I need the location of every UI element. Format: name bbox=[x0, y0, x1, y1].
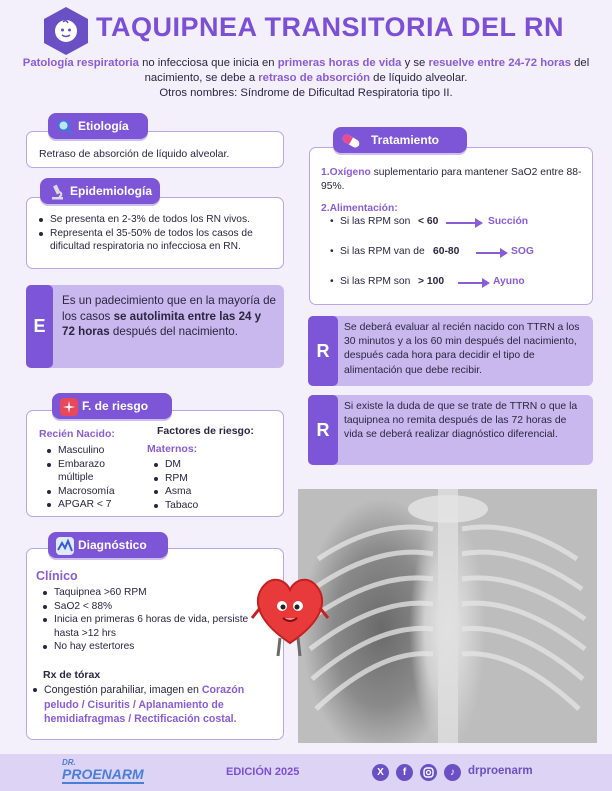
rx-part: Corazón peludo / Cisuritis / Aplanamiento de hemidiafragmas / Rectificación costal. bbox=[44, 684, 245, 726]
oxigeno-text bbox=[321, 166, 585, 193]
epidemiologia-item: Representa el 35-50% de todos los casos de dificultad respiratoria no infecciosa en RN. bbox=[39, 227, 279, 254]
intro-part: retraso de absorción bbox=[258, 72, 371, 84]
evidence-letter: E bbox=[26, 285, 53, 368]
alimentacion-row bbox=[330, 275, 590, 291]
intro-part: de líquido alveolar. bbox=[370, 72, 468, 84]
rx-item bbox=[33, 683, 278, 727]
etiologia-label-text: Etiología bbox=[78, 119, 129, 133]
brand-top: DR. bbox=[62, 758, 76, 767]
row-value: 60-80 bbox=[433, 246, 460, 257]
social-handle[interactable]: drproenarm bbox=[468, 765, 533, 777]
brand-logo: PROENARM bbox=[62, 766, 144, 782]
row-result: Succión bbox=[488, 216, 529, 227]
recommendation-letter: R bbox=[308, 316, 338, 386]
epidemiologia-card bbox=[26, 197, 284, 269]
maternal-item: RPM bbox=[154, 472, 244, 486]
oxigeno-bold: Oxígeno bbox=[329, 167, 371, 178]
row-value: < 60 bbox=[418, 216, 439, 227]
rn-item: APGAR < 7 bbox=[47, 498, 137, 512]
heart-mascot-icon bbox=[250, 568, 330, 658]
arrow-right-icon bbox=[475, 218, 483, 228]
rn-item: Embarazo múltiple bbox=[47, 458, 137, 485]
alert-icon bbox=[60, 398, 78, 416]
evidencia-box bbox=[26, 285, 284, 368]
etiologia-label bbox=[48, 113, 148, 139]
epidemiologia-label-text: Epidemiología bbox=[70, 184, 153, 198]
page-title: TAQUIPNEA TRANSITORIA DEL RN bbox=[96, 12, 565, 42]
footer bbox=[0, 754, 612, 791]
instagram-icon[interactable] bbox=[420, 764, 437, 781]
diagnostico-card bbox=[26, 548, 284, 740]
tratamiento-card bbox=[309, 147, 593, 305]
baby-logo-icon bbox=[44, 7, 88, 55]
etiologia-text: Retraso de absorción de líquido alveolar. bbox=[39, 148, 230, 160]
intro-text bbox=[20, 56, 592, 101]
tratamiento-label bbox=[333, 127, 467, 153]
intro-other-names: Otros nombres: Síndrome de Dificultad Respiratoria tipo II. bbox=[159, 87, 453, 99]
rn-item: Masculino bbox=[47, 444, 137, 458]
row-value: > 100 bbox=[418, 276, 445, 287]
riesgo-card bbox=[26, 410, 284, 517]
recomendacion-box bbox=[308, 395, 593, 465]
maternal-item: DM bbox=[154, 458, 244, 472]
arrow-line bbox=[446, 222, 476, 224]
intro-part: resuelve entre 24-72 horas bbox=[428, 57, 571, 69]
intro-part: no infecciosa que inicia en bbox=[138, 57, 278, 69]
riesgo-label bbox=[52, 393, 172, 419]
clinico-item: Inicia en primeras 6 horas de vida, persiste hasta >12 hrs bbox=[43, 613, 268, 640]
recommendation-letter: R bbox=[308, 395, 338, 465]
recomendacion-box bbox=[308, 316, 593, 386]
alimentacion-row bbox=[330, 215, 590, 231]
clinico-item: Taquipnea >60 RPM bbox=[43, 586, 268, 600]
magnifier-icon bbox=[56, 118, 74, 136]
chart-line-icon bbox=[56, 537, 74, 555]
facebook-icon[interactable]: f bbox=[396, 764, 413, 781]
rx-part: Congestión parahiliar, imagen en bbox=[44, 684, 202, 696]
recomendacion-text: Se deberá evaluar al recién nacido con TTRN a los 30 minutos y a los 60 min después del nacimiento, después cada hora para decidir el tipo de alimentación que debe recibir. bbox=[344, 322, 580, 376]
row-pre: Si las RPM van de bbox=[340, 246, 425, 257]
rx-title: Rx de tórax bbox=[43, 669, 101, 681]
alimentacion-row bbox=[330, 245, 590, 261]
bullet-dot: • bbox=[330, 246, 334, 257]
bullet-dot: • bbox=[330, 216, 334, 227]
edition-text: EDICIÓN 2025 bbox=[226, 766, 300, 778]
bullet-dot: • bbox=[330, 276, 334, 287]
arrow-line bbox=[458, 282, 483, 284]
evidencia-part: se autolimita entre las 24 y 72 horas bbox=[62, 309, 262, 338]
oxigeno-rest: suplementario para mantener SaO2 entre 88-95%. bbox=[321, 167, 582, 192]
row-result: SOG bbox=[511, 246, 534, 257]
diagnostico-label bbox=[48, 532, 168, 558]
chest-xray-image bbox=[298, 489, 597, 743]
alimentacion-title: 2.Alimentación: bbox=[321, 203, 398, 214]
intro-part: primeras horas de vida bbox=[277, 57, 402, 69]
intro-part: Patología respiratoria bbox=[22, 57, 139, 69]
clinico-item: SaO2 < 88% bbox=[43, 600, 268, 614]
riesgo-label-text: F. de riesgo bbox=[82, 399, 149, 413]
intro-part: y se bbox=[401, 57, 429, 69]
arrow-right-icon bbox=[500, 248, 508, 258]
evidencia-text bbox=[62, 293, 277, 340]
maternal-item: Tabaco bbox=[154, 499, 244, 513]
intro-part: del nacimiento, se debe a bbox=[144, 57, 590, 84]
arrow-line bbox=[476, 252, 501, 254]
x-icon[interactable]: X bbox=[372, 764, 389, 781]
evidencia-part: Es un padecimiento que en la mayoría de los casos bbox=[62, 294, 276, 323]
oxigeno-num: 1. bbox=[321, 167, 330, 178]
tratamiento-label-text: Tratamiento bbox=[371, 133, 440, 147]
microscope-icon bbox=[48, 183, 66, 201]
clinico-item: No hay estertores bbox=[43, 640, 268, 654]
pill-capsule-icon bbox=[339, 132, 363, 150]
tiktok-icon[interactable]: ♪ bbox=[444, 764, 461, 781]
row-pre: Si las RPM son bbox=[340, 216, 411, 227]
arrow-right-icon bbox=[482, 278, 490, 288]
clinico-title: Clínico bbox=[36, 569, 78, 583]
epidemiologia-label bbox=[40, 178, 160, 204]
maternal-item: Asma bbox=[154, 485, 244, 499]
row-pre: Si las RPM son bbox=[340, 276, 411, 287]
diagnostico-label-text: Diagnóstico bbox=[78, 538, 147, 552]
rn-title: Recién Nacido: bbox=[39, 428, 115, 440]
recomendacion-text: Si existe la duda de que se trate de TTRN o que la taquipnea no remita después de las 72 horas de vida se deberá realizar diagnóstico diferencial. bbox=[344, 401, 578, 441]
factores-title: Factores de riesgo: bbox=[157, 425, 254, 437]
maternos-title: Maternos: bbox=[147, 443, 198, 455]
evidencia-part: después del nacimiento. bbox=[109, 325, 238, 338]
rn-item: Macrosomía bbox=[47, 485, 137, 499]
epidemiologia-item: Se presenta en 2-3% de todos los RN vivos. bbox=[39, 213, 279, 227]
row-result: Ayuno bbox=[493, 276, 525, 287]
